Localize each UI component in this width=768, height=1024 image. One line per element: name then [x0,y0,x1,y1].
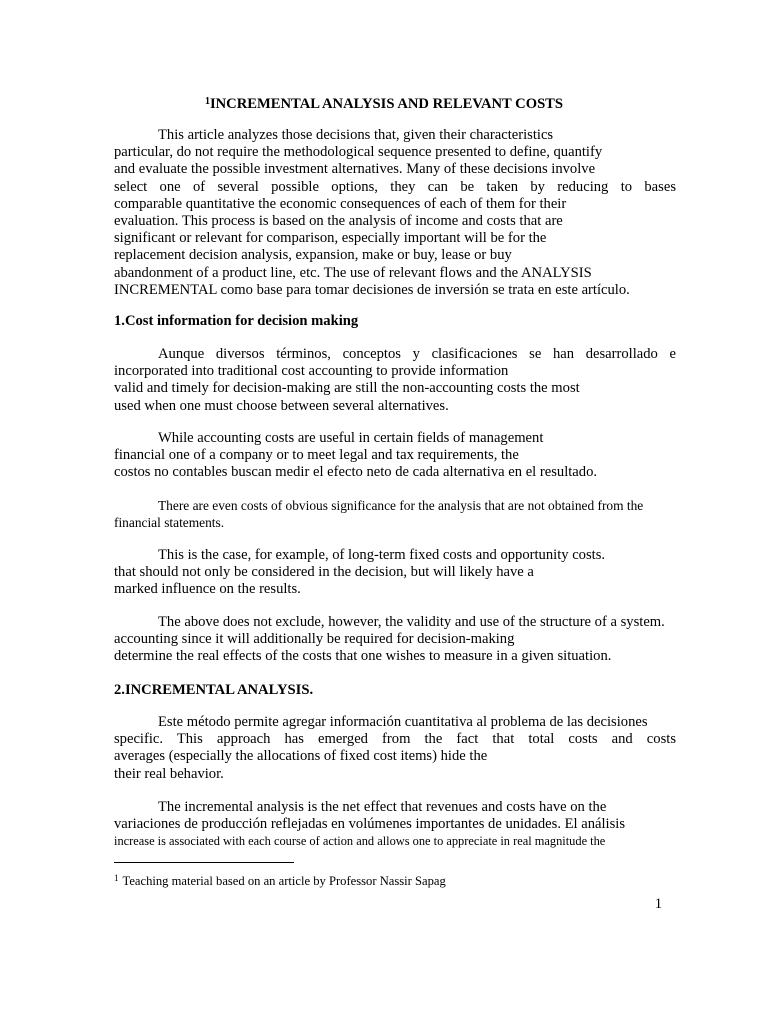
paragraph-line: financial one of a company or to meet legal and tax requirements, the [114,447,519,464]
section2-paragraph-1 [114,714,676,783]
paragraph-line: specific. This approach has emerged from the fact that total costs and costs [114,731,676,748]
footnote [114,871,446,889]
document-title [0,93,768,113]
paragraph-line: abandonment of a product line, etc. The use of relevant flows and the ANALYSIS [114,264,592,281]
paragraph-line: valid and timely for decision-making are still the non-accounting costs the most [114,380,580,397]
section-heading: 1.Cost information for decision making [114,313,359,329]
paragraph-line: The incremental analysis is the net effect that revenues and costs have on the [158,799,607,815]
paragraph-line: marked influence on the results. [114,581,301,598]
paragraph-line: accounting since it will additionally be required for decision-making [114,631,515,648]
footnote-marker: 1 [114,873,119,883]
paragraph-line: This article analyzes those decisions that, given their characteristics [158,127,554,143]
footnote-text: Teaching material based on an article by Professor Nassir Sapag [122,874,446,888]
paragraph-line: that should not only be considered in the decision, but will likely have a [114,564,534,581]
paragraph-line: This is the case, for example, of long-term fixed costs and opportunity costs. [158,547,606,563]
section1-paragraph-3 [114,497,676,531]
section1-paragraph-5 [114,614,676,666]
paragraph-line: significant or relevant for comparison, especially important will be for the [114,230,547,247]
footnote-separator [114,862,294,863]
paragraph-line: The above does not exclude, however, the validity and use of the structure of a system. [158,614,665,630]
paragraph-line: costos no contables buscan medir el efecto neto de cada alternativa en el resultado. [114,464,598,481]
paragraph-line: evaluation. This process is based on the analysis of income and costs that are [114,212,563,229]
paragraph-line: and evaluate the possible investment alternatives. Many of these decisions involve [114,161,596,178]
paragraph-line: Aunque diversos términos, conceptos y clasificaciones se han desarrollado e [158,346,676,362]
paragraph-line: comparable quantitative the economic consequences of each of them for their [114,195,567,212]
paragraph-line: particular, do not require the methodological sequence presented to define, quantify [114,144,603,161]
paragraph-line: incorporated into traditional cost accounting to provide information [114,363,509,380]
page-number: 1 [654,896,662,912]
paragraph-line: INCREMENTAL como base para tomar decisiones de inversión se trata en este artículo. [114,281,630,298]
paragraph-line: There are even costs of obvious significance for the analysis that are not obtained from the [158,498,644,513]
paragraph-line: variaciones de producción reflejadas en volúmenes importantes de unidades. El análisis [114,816,626,833]
paragraph-line: their real behavior. [114,765,224,782]
title-text: INCREMENTAL ANALYSIS AND RELEVANT COSTS [209,96,564,112]
section1-paragraph-2 [114,430,676,482]
intro-paragraph [114,127,676,299]
paragraph-line: averages (especially the allocations of fixed cost items) hide the [114,748,488,765]
section1-paragraph-4 [114,547,676,599]
paragraph-line: While accounting costs are useful in certain fields of management [158,430,544,446]
paragraph-line: financial statements. [114,515,225,531]
paragraph-line: increase is associated with each course of action and allows one to appreciate in real magnitude the [114,834,606,849]
section-heading: 2.INCREMENTAL ANALYSIS. [114,682,314,698]
paragraph-line: determine the real effects of the costs that one wishes to measure in a given situation. [114,648,612,665]
paragraph-line: used when one must choose between several alternatives. [114,397,449,414]
paragraph-line: Este método permite agregar información cuantitativa al problema de las decisiones [158,714,648,730]
section1-paragraph-1 [114,346,676,415]
section2-paragraph-2 [114,799,676,851]
paragraph-line: replacement decision analysis, expansion, make or buy, lease or buy [114,247,512,264]
title-footnote-marker: 1 [204,96,210,107]
paragraph-line: select one of several possible options, they can be taken by reducing to bases [114,178,676,195]
